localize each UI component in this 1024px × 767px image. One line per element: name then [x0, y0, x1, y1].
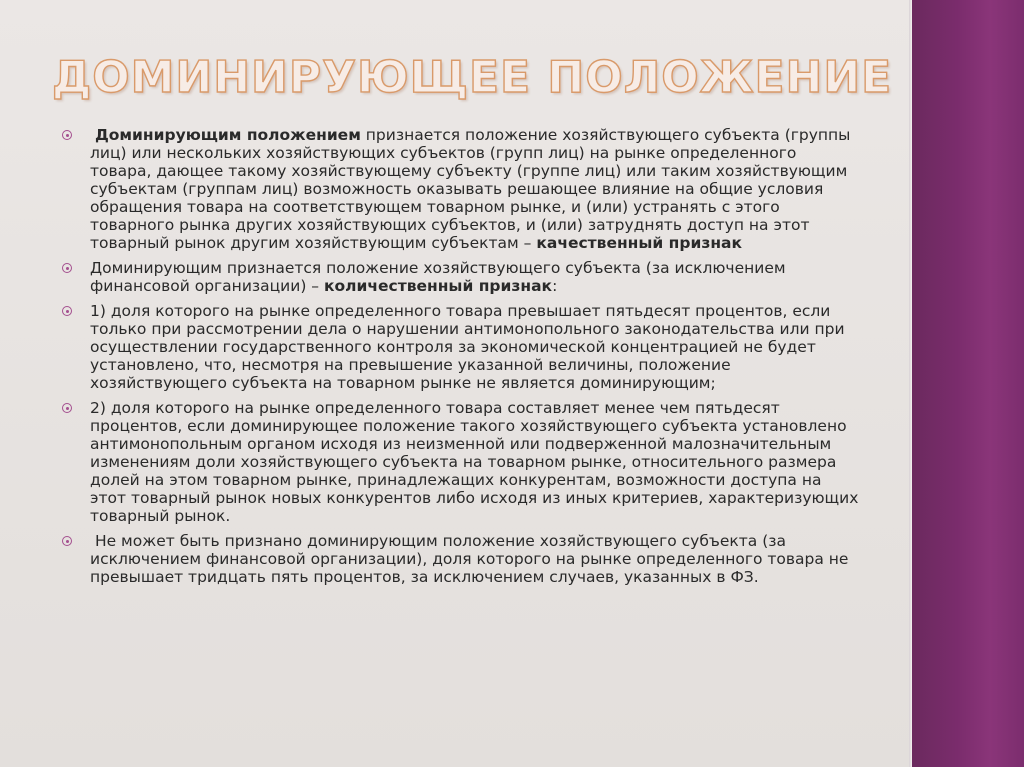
- bullet-icon: [62, 403, 72, 413]
- list-item-condition-1: [62, 302, 862, 392]
- list-item-qualitative: [62, 126, 862, 252]
- bullet-icon: [62, 130, 72, 140]
- list-item-text: признается положение хозяйствующего субъекта (группы лиц) или нескольких хозяйствующих субъектов (групп лиц) на рынке определенного товара, дающее такому хозяйствующему субъекту (группе лиц) или таким хозяйствующим субъектам (группам лиц) возможность оказывать решающее влияние на общие условия обращения товара на соответствующем товарном рынке, и (или) устранять с этого товарного рынка других хозяйствующих субъектов, и (или) затруднять доступ на этот товарный рынок другим хозяйствующим субъектам –: [90, 126, 851, 252]
- list-item-text: Не может быть признано доминирующим положение хозяйствующего субъекта (за исключением финансовой организации), доля которого на рынке определенного товара не превышает тридцать пять процентов, за исключением случаев, указанных в ФЗ.: [90, 532, 849, 586]
- bold-tail: количественный признак: [323, 277, 553, 295]
- list-item-condition-2: [62, 399, 862, 525]
- list-item-text: Доминирующим признается положение хозяйствующего субъекта (за исключением финансовой организации) –: [90, 259, 786, 295]
- bullet-icon: [62, 306, 72, 316]
- bold-tail: качественный признак: [536, 234, 743, 252]
- list-item-exception: [62, 532, 862, 586]
- bullet-icon: [62, 263, 72, 273]
- list-item-tail: :: [552, 277, 558, 295]
- list-item-text: 2) доля которого на рынке определенного товара составляет менее чем пятьдесят процентов, если доминирующее положение такого хозяйствующего субъекта установлено антимонопольным органом исходя из неизменной или подверженной малозначительным изменениям доли хозяйствующего субъекта на товарном рынке, относительного размера долей на этом товарном рынке, принадлежащих конкурентам, возможности доступа на этот товарный рынок новых конкурентов либо исходя из иных критериев, характеризующих товарный рынок.: [90, 399, 859, 525]
- decorative-side-panel: [912, 0, 1024, 767]
- list-item-text: 1) доля которого на рынке определенного товара превышает пятьдесят процентов, если только при рассмотрении дела о нарушении антимонопольного законодательства или при осуществлении государственного контроля за экономической концентрацией не будет установлено, что, несмотря на превышение указанной величины, положение хозяйствующего субъекта на товарном рынке не является доминирующим;: [90, 302, 845, 392]
- bullet-list: [62, 126, 862, 593]
- slide-title: ДОМИНИРУЮЩЕЕ ПОЛОЖЕНИЕ: [52, 52, 893, 103]
- bold-lead: Доминирующим положением: [94, 126, 361, 144]
- list-item-quantitative: [62, 259, 862, 295]
- bullet-icon: [62, 536, 72, 546]
